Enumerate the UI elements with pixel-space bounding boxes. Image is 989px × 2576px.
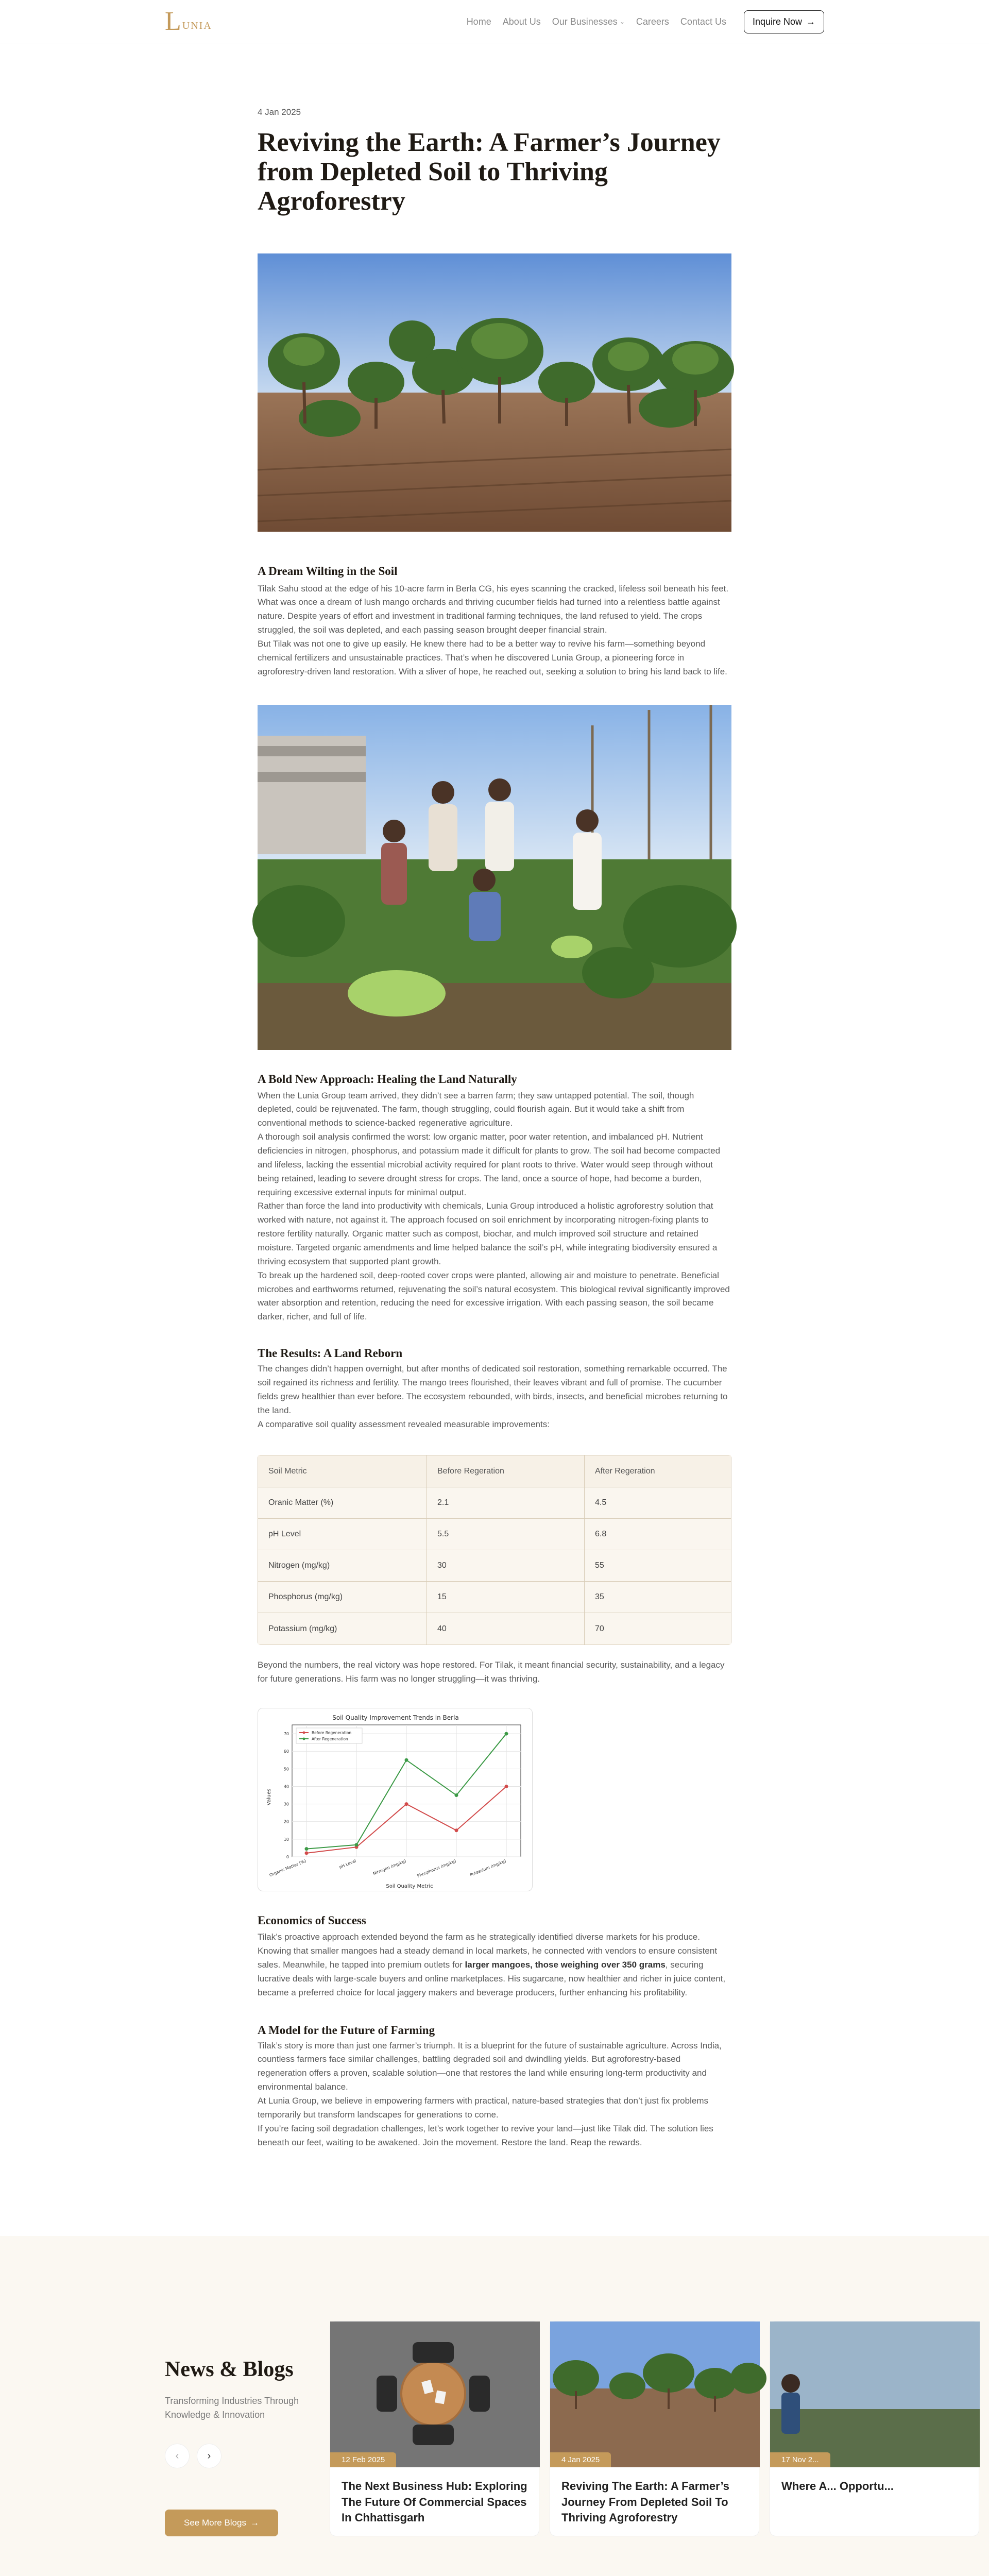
chevron-down-icon: ⌄: [619, 18, 625, 25]
chart-y-tick-label: 10: [283, 1837, 289, 1842]
nav-our-businesses-label: Our Businesses: [552, 16, 618, 27]
section-title-approach: A Bold New Approach: Healing the Land Naturally: [258, 1072, 517, 1086]
inquire-now-label: Inquire Now: [752, 16, 802, 27]
section-title-economics: Economics of Success: [258, 1914, 366, 1927]
para-dream-2: But Tilak was not one to give up easily. He knew there had to be a better way to revive his farm—something beyond chemical fertilizers and unsustainable practices. That’s when he discovered Lunia Group, a pioneering force in agroforestry-driven land restoration. With a sliver of hope, he reached out, seeking a solution to bring his land back to life.: [258, 639, 727, 676]
table-cell: Nitrogen (mg/kg): [258, 1550, 427, 1582]
chart-x-tick-label: Organic Matter (%): [268, 1858, 307, 1878]
blog-card-title: Where A... Opportu...: [781, 2480, 894, 2493]
blog-card-title: The Next Business Hub: Exploring The Future Of Commercial Spaces In Chhattisgarh: [342, 2480, 527, 2524]
soil-metrics-table: [258, 1455, 731, 1645]
table-cell: Phosphorus (mg/kg): [258, 1582, 427, 1613]
chart-x-tick-label: Phosphorus (mg/kg): [416, 1858, 457, 1879]
main-nav: [467, 10, 824, 33]
para-results-2: A comparative soil quality assessment revealed measurable improvements:: [258, 1419, 550, 1429]
site-header: [0, 0, 989, 43]
para-approach-3: Rather than force the land into productivity with chemicals, Lunia Group introduced a holistic agroforestry solution that worked with nature, not against it. The approach focused on soil enrichment by incorporating nitrogen-fixing plants to restore fertility naturally. Organic matter such as compost, biochar, and mulch improved soil structure and retained moisture. Targeted organic amendments and lime helped balance the soil’s pH, while integrating biodiversity ensured a thriving ecosystem that supported plant growth.: [258, 1201, 718, 1266]
para-results-1: The changes didn’t happen overnight, but after months of dedicated soil restoration, something remarkable occurred. The soil regained its richness and fertility. The mango trees flourished, their leaves vibrant and full of promise. The cucumber fields grew healthier than ever before. The ecosystem rebounded, with birds, insects, and beneficial microbes returning to the land.: [258, 1364, 728, 1415]
see-more-label: See More Blogs: [184, 2518, 246, 2528]
table-row: [258, 1550, 731, 1582]
table-cell: 4.5: [584, 1487, 731, 1519]
blog-card-date: 12 Feb 2025: [330, 2452, 396, 2467]
chart-x-tick-label: Nitrogen (mg/kg): [372, 1858, 407, 1876]
farmers-image: [258, 705, 731, 1050]
people-photo-thumb: [770, 2321, 980, 2467]
logo-text: UNIA: [182, 20, 212, 31]
table-header: Soil Metric: [258, 1455, 427, 1487]
section-title-results: The Results: A Land Reborn: [258, 1347, 403, 1360]
chart-data-point: [455, 1829, 458, 1833]
chart-y-tick-label: 40: [283, 1784, 289, 1789]
hero-image: [258, 253, 731, 532]
table-row: [258, 1613, 731, 1645]
table-cell: 70: [584, 1613, 731, 1645]
arrow-right-icon: →: [806, 16, 815, 27]
news-subtitle: Transforming Industries Through Knowledge & Innovation: [165, 2396, 299, 2420]
blog-carousel: [330, 2321, 894, 2543]
nav-our-businesses[interactable]: [552, 16, 625, 27]
chart-legend-label: After Regeneration: [312, 1737, 348, 1742]
nav-home[interactable]: Home: [466, 16, 491, 27]
blog-card[interactable]: [330, 2321, 539, 2536]
section-title-dream: A Dream Wilting in the Soil: [258, 564, 398, 578]
para-model-3: If you’re facing soil degradation challenges, let’s work together to revive your land—just like Tilak did. The solution lies beneath our feet, waiting to be awakened. Join the movement. Restore the land. Reap the rewards.: [258, 2123, 713, 2147]
logo-mark: L: [165, 7, 181, 36]
table-header: After Regeration: [584, 1455, 731, 1487]
chart-data-point: [355, 1843, 359, 1846]
chart-data-point: [305, 1847, 309, 1851]
blog-card-image: [770, 2321, 979, 2467]
table-cell: 40: [427, 1613, 584, 1645]
chart-legend-marker: [303, 1738, 305, 1740]
chart-data-point: [305, 1852, 309, 1855]
table-cell: pH Level: [258, 1519, 427, 1550]
chart-y-tick-label: 60: [283, 1749, 289, 1754]
carousel-controls: [165, 2444, 314, 2468]
chart-y-tick-label: 20: [283, 1819, 289, 1824]
table-cell: 2.1: [427, 1487, 584, 1519]
news-blogs-section: [0, 2236, 989, 2576]
chevron-left-icon: ‹: [175, 2450, 179, 2462]
blog-card[interactable]: [550, 2321, 759, 2536]
nav-about[interactable]: About Us: [502, 16, 541, 27]
blog-article: [258, 43, 731, 2149]
table-row: [258, 1582, 731, 1613]
farmers-photo: [258, 705, 731, 1050]
blog-card-image: [550, 2321, 759, 2467]
article-title: Reviving the Earth: A Farmer’s Journey from Depleted Soil to Thriving Agroforestry: [258, 128, 721, 216]
para-approach-1: When the Lunia Group team arrived, they didn’t see a barren farm; they saw untapped potential. The soil, though depleted, could be rejuvenated. The farm, though struggling, could flourish again. But it would take a shift from conventional methods to science-backed regenerative agriculture.: [258, 1090, 694, 1128]
chart-x-tick-label: pH Level: [338, 1858, 357, 1870]
news-intro: [165, 2357, 314, 2468]
article-date: 4 Jan 2025: [258, 107, 301, 117]
blog-card[interactable]: [770, 2321, 979, 2536]
chart-data-point: [455, 1793, 458, 1797]
office-photo: [330, 2321, 540, 2467]
para-model-2: At Lunia Group, we believe in empowering farmers with practical, nature-based strategies that don’t just fix problems temporarily but transform landscapes for generations to come.: [258, 2095, 708, 2120]
table-cell: 30: [427, 1550, 584, 1582]
arrow-right-icon: →: [250, 2518, 259, 2528]
blog-card-date: 17 Nov 2...: [770, 2452, 830, 2467]
chart-svg: [258, 1708, 533, 1892]
inquire-now-button[interactable]: [744, 10, 824, 33]
para-approach-2: A thorough soil analysis confirmed the worst: low organic matter, poor water retention, and imbalanced pH. Nutrient deficiencies in nitrogen, phosphorus, and potassium made it difficult for plants to grow. The soil had become compacted and lifeless, lacking the essential microbial activity required for plant roots to thrive. Water would seep through without being retained, leading to severe drought stress for crops. The land, once a source of hope, had become a burden, requiring excessive external inputs for minimal output.: [258, 1132, 721, 1197]
nav-contact[interactable]: Contact Us: [680, 16, 726, 27]
table-cell: Potassium (mg/kg): [258, 1613, 427, 1645]
chevron-right-icon: ›: [207, 2450, 211, 2462]
chart-x-axis-label: Soil Quality Metric: [386, 1884, 433, 1890]
orchard-photo-thumb: [550, 2321, 760, 2467]
chart-legend-label: Before Regeneration: [312, 1731, 352, 1736]
carousel-prev-button[interactable]: [165, 2444, 190, 2468]
blog-card-image: [330, 2321, 539, 2467]
table-header-row: [258, 1455, 731, 1487]
see-more-blogs-button[interactable]: [165, 2510, 278, 2536]
table-row: [258, 1519, 731, 1550]
chart-legend-marker: [303, 1732, 305, 1734]
para-dream-1: Tilak Sahu stood at the edge of his 10-acre farm in Berla CG, his eyes scanning the cracked, lifeless soil beneath his feet. What was once a dream of lush mango orchards and thriving cucumber fields had turned into a relentless battle against nature. Despite years of effort and investment in traditional farming techniques, the land refused to yield. The crops struggled, the soil was depleted, and each passing season brought deeper financial strain.: [258, 583, 729, 635]
chart-y-axis-label: Values: [266, 1788, 272, 1806]
table-cell: 15: [427, 1582, 584, 1613]
table-cell: 5.5: [427, 1519, 584, 1550]
carousel-next-button[interactable]: [197, 2444, 221, 2468]
chart-y-tick-label: 30: [283, 1802, 289, 1807]
para-economics-1: [258, 1930, 731, 1999]
para-economics-c: , securing lucrative deals with large-scale buyers and online marketplaces. His sugarcane, now healthier and richer in juice content, became a preferred choice for local jaggery makers and beverage producers, further enhancing his profitability.: [258, 1959, 726, 1997]
table-row: [258, 1487, 731, 1519]
chart-data-point: [405, 1758, 408, 1762]
para-economics-bold: larger mangoes, those weighing over 350 grams: [465, 1959, 666, 1970]
logo[interactable]: [165, 8, 212, 35]
para-model-1: Tilak’s story is more than just one farmer’s triumph. It is a blueprint for the future of sustainable agriculture. Across India, countless farmers face similar challenges, battling degraded soil and dwindling yields. But agroforestry-based regeneration offers a proven, scalable solution—one that restores the land while ensuring long-term productivity and environmental balance.: [258, 2040, 722, 2092]
chart-y-tick-label: 50: [283, 1767, 289, 1772]
nav-careers[interactable]: Careers: [636, 16, 669, 27]
chart-x-tick-label: Potassium (mg/kg): [469, 1858, 507, 1878]
news-title: News & Blogs: [165, 2358, 294, 2382]
table-header: Before Regeration: [427, 1455, 584, 1487]
para-approach-4: To break up the hardened soil, deep-rooted cover crops were planted, allowing air and moisture to penetrate. Beneficial microbes and earthworms returned, rejuvenating the soil’s natural ecosystem. This biological revival significantly improved water absorption and retention, reducing the need for excessive irrigation. With each passing season, the soil became darker, richer, and full of life.: [258, 1270, 730, 1322]
chart-data-point: [405, 1802, 408, 1806]
table-cell: 55: [584, 1550, 731, 1582]
blog-card-title: Reviving The Earth: A Farmer’s Journey From Depleted Soil To Thriving Agroforestry: [561, 2480, 730, 2524]
chart-y-tick-label: 0: [286, 1855, 289, 1860]
chart-title: Soil Quality Improvement Trends in Berla: [332, 1714, 459, 1722]
chart-data-point: [505, 1732, 508, 1736]
soil-trend-chart: [258, 1708, 533, 1891]
section-title-model: A Model for the Future of Farming: [258, 2023, 435, 2037]
table-cell: 35: [584, 1582, 731, 1613]
blog-card-date: 4 Jan 2025: [550, 2452, 611, 2467]
orchard-photo: [258, 253, 731, 532]
para-economics-a: Tilak’s proactive approach extended beyond the farm as he strategically identified diverse markets for his produce. Knowing that smaller mangoes had a steady demand in local markets, he connected with vendors to ensure consistent sales. Meanwhile, he tapped into premium outlets for: [258, 1932, 718, 1970]
table-cell: 6.8: [584, 1519, 731, 1550]
chart-y-tick-label: 70: [283, 1732, 289, 1737]
para-results-3: Beyond the numbers, the real victory was hope restored. For Tilak, it meant financial security, sustainability, and a legacy for future generations. His farm was no longer struggling—it was thriving.: [258, 1660, 725, 1684]
chart-data-point: [505, 1785, 508, 1788]
table-cell: Oranic Matter (%): [258, 1487, 427, 1519]
